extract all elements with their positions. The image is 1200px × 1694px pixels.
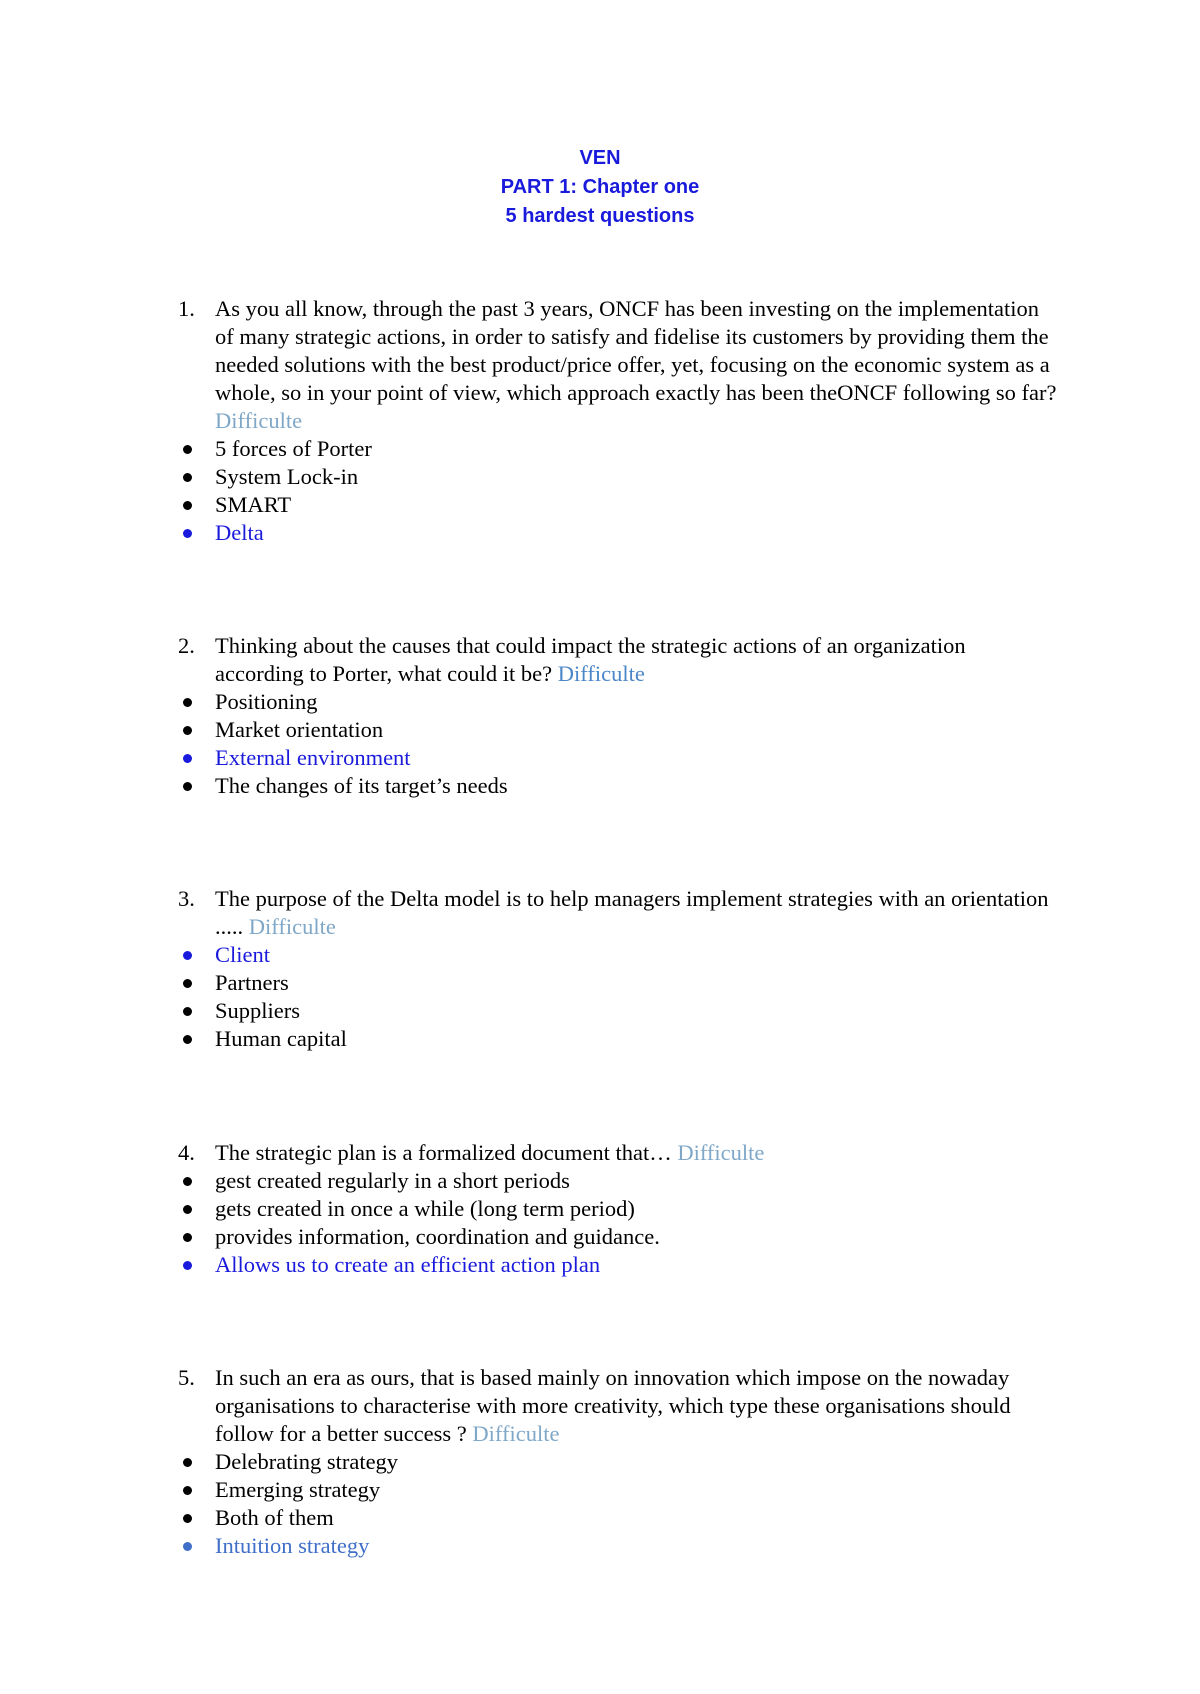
bullet-icon [183,698,192,707]
question-body: The strategic plan is a formalized document that… [215,1140,678,1165]
option-label: Client [215,942,270,967]
option-item [178,969,1058,997]
question-text [178,885,1058,941]
question-5 [178,1364,1058,1560]
bullet-icon [183,979,192,988]
option-item [178,1476,1058,1504]
question-number: 3. [178,886,195,911]
option-item [178,772,1058,800]
question-3 [178,885,1058,1053]
bullet-icon [183,1205,192,1214]
option-item-answer [178,519,1058,547]
option-label: Human capital [215,1026,347,1051]
options-list [178,1448,1058,1560]
bullet-icon [183,1233,192,1242]
option-label: Suppliers [215,998,301,1023]
option-label: SMART [215,492,292,517]
option-label: 5 forces of Porter [215,436,372,461]
question-1 [178,295,1058,547]
options-list [178,435,1058,547]
bullet-icon [183,1261,192,1270]
bullet-icon [183,1542,192,1551]
option-item [178,997,1058,1025]
bullet-icon [183,1007,192,1016]
document-header [0,144,1200,231]
bullet-icon [183,501,192,510]
difficulty-tag: Difficulte [472,1421,560,1446]
option-label: External environment [215,745,411,770]
option-label: Both of them [215,1505,334,1530]
question-number: 4. [178,1140,195,1165]
question-body: Thinking about the causes that could impact the strategic actions of an organization according to Porter, what could it be? [215,633,966,686]
bullet-icon [183,754,192,763]
option-item [178,716,1058,744]
option-item [178,1448,1058,1476]
option-label: gets created in once a while (long term period) [215,1196,635,1221]
option-label: Delta [215,520,264,545]
question-number: 1. [178,296,195,321]
option-item-answer [178,1251,1058,1279]
bullet-icon [183,1177,192,1186]
option-label: System Lock-in [215,464,359,489]
question-text [178,1364,1058,1448]
option-label: provides information, coordination and guidance. [215,1224,660,1249]
option-label: Emerging strategy [215,1477,381,1502]
difficulty-tag: Difficulte [215,408,303,433]
question-text [178,295,1058,435]
question-text [178,1139,1058,1167]
option-label: Allows us to create an efficient action plan [215,1252,601,1277]
bullet-icon [183,1514,192,1523]
option-label: Positioning [215,689,318,714]
header-title: VEN [579,147,621,169]
header-subtitle: 5 hardest questions [505,205,695,227]
difficulty-tag: Difficulte [248,914,336,939]
options-list [178,941,1058,1053]
option-label: Intuition strategy [215,1533,370,1558]
option-item [178,491,1058,519]
option-label: Delebrating strategy [215,1449,399,1474]
question-body: The purpose of the Delta model is to help managers implement strategies with an orientation ..... [215,886,1049,939]
bullet-icon [183,782,192,791]
option-item [178,435,1058,463]
bullet-icon [183,951,192,960]
bullet-icon [183,445,192,454]
option-item [178,1223,1058,1251]
bullet-icon [183,726,192,735]
question-2 [178,632,1058,800]
option-label: The changes of its target’s needs [215,773,508,798]
question-number: 5. [178,1365,195,1390]
option-label: gest created regularly in a short periods [215,1168,570,1193]
bullet-icon [183,529,192,538]
bullet-icon [183,473,192,482]
option-item [178,1504,1058,1532]
option-item [178,1167,1058,1195]
question-text [178,632,1058,688]
question-body: In such an era as ours, that is based mainly on innovation which impose on the nowaday organisations to characterise with more creativity, which type these organisations should follow for a better success ? [215,1365,1011,1446]
option-item [178,463,1058,491]
bullet-icon [183,1458,192,1467]
question-number: 2. [178,633,195,658]
difficulty-tag: Difficulte [557,661,645,686]
option-label: Market orientation [215,717,384,742]
option-item [178,1025,1058,1053]
question-4 [178,1139,1058,1279]
option-label: Partners [215,970,289,995]
option-item-answer [178,744,1058,772]
bullet-icon [183,1486,192,1495]
option-item-answer [178,941,1058,969]
bullet-icon [183,1035,192,1044]
option-item [178,688,1058,716]
option-item-answer [178,1532,1058,1560]
options-list [178,1167,1058,1279]
options-list [178,688,1058,800]
option-item [178,1195,1058,1223]
difficulty-tag: Difficulte [677,1140,765,1165]
header-part: PART 1: Chapter one [500,176,700,198]
question-body: As you all know, through the past 3 years, ONCF has been investing on the implementation of many strategic actions, in order to satisfy and fidelise its customers by providing them the needed solutions with the best product/price offer, yet, focusing on the economic system as a whole, so in your point of view, which approach exactly has been theONCF following so far? [215,296,1057,405]
